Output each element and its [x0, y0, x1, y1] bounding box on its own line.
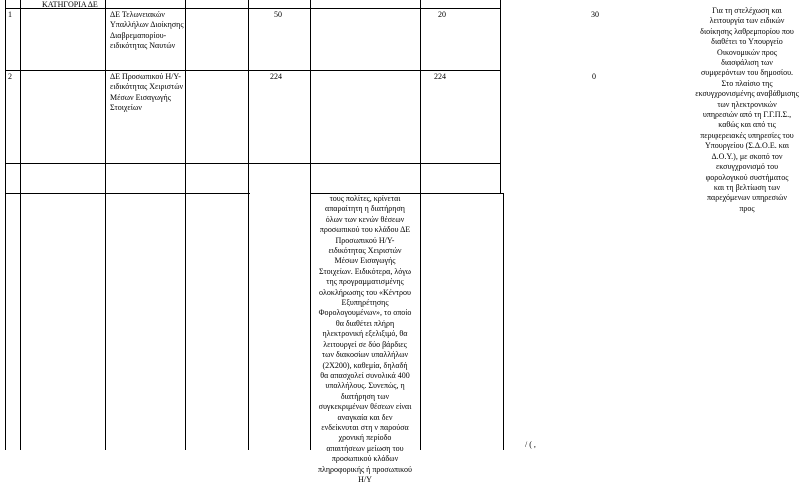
value-a: 50 [274, 10, 282, 19]
value-b: 224 [434, 72, 446, 81]
specialty-text: ΔΕ Τελωνειακών Υπαλλήλων Διοίκησης Διαβρεμαπορίου- ειδικότητας Ναυτών [110, 10, 184, 51]
col-line [500, 0, 501, 193]
col-line [5, 0, 6, 450]
row-number: 1 [8, 10, 12, 19]
value-c: 30 [591, 10, 599, 19]
col-line [248, 0, 249, 450]
col-line [20, 0, 21, 450]
row-number: 2 [8, 72, 12, 81]
justification-right: Για τη στελέχωση και λειτουργία των ειδικών διοίκησης λαθρεμπορίου που διαθέτει το Υπουργείο Οικονομικών προς διασφάλιση των συμφερόντων του δημοσίου. Στο πλαίσιο της εκσυγχρονισμένης αναβάθμισης των ηλεκτρονικών υπηρεσιών από τη Γ.Γ.Π.Σ., καθώς και από τις περιφερειακές υπηρεσίες του Υπουργείου (Σ.Δ.Ο.Ε. και Δ.Ο.Υ.), με σκοπό τον εκσυγχρονισμό του φορολογικού συστήματος και τη βελτίωση των παρεχόμενων υπηρεσιών προς [695, 6, 799, 213]
justification-mid: τους πολίτες, κρίνεται απαραίτητη η διατήρηση όλων των κενών θέσεων προσωπικού του κλάδου ΔΕ Προσωπικού Η/Υ- ειδικότητας Χειριστών Μέσων Εισαγωγής Στοιχείων. Ειδικότερα, λόγω της προγραμματισμένης ολοκλήρωσης του «Κέντρου Εξυπηρέτησης Φορολογουμένων», το οποίο θα διαθέτει πλήρη ηλεκτρονική εξελιξιμό, θα λειτουργεί σε δύο βάρδιες των διακοσίων υπαλλήλων (2Χ200), καθεμία, δηλαδή θα απασχολεί συνολικά 400 υπαλλήλους. Συνεπώς, η διατήρηση των συγκεκριμένων θέσεων είναι αναγκαία και δεν ενδείκνυται στη ν παρούσα χρονική περίοδο απαιτήσεων μείωση του προσωπικού κλάδων πληροφορικής ή προσωπικού Η/Υ [318, 194, 412, 484]
category-label: ΚΑΤΗΓΟΡΙΑ ΔΕ [42, 0, 98, 9]
col-line [503, 193, 504, 450]
row-line [5, 70, 500, 71]
value-b: 20 [438, 10, 446, 19]
specialty-text: ΔΕ Προσωπικού Η/Υ- ειδικότητας Χειριστών Μέσων Εισαγωγής Στοιχείων [110, 72, 184, 113]
row-line [5, 193, 250, 194]
col-line [420, 0, 421, 450]
col-line [185, 0, 186, 450]
row-line [5, 163, 500, 164]
value-a: 224 [270, 72, 282, 81]
footer-fragment: / ( , [525, 440, 536, 449]
value-c: 0 [592, 72, 596, 81]
col-line [105, 0, 106, 450]
